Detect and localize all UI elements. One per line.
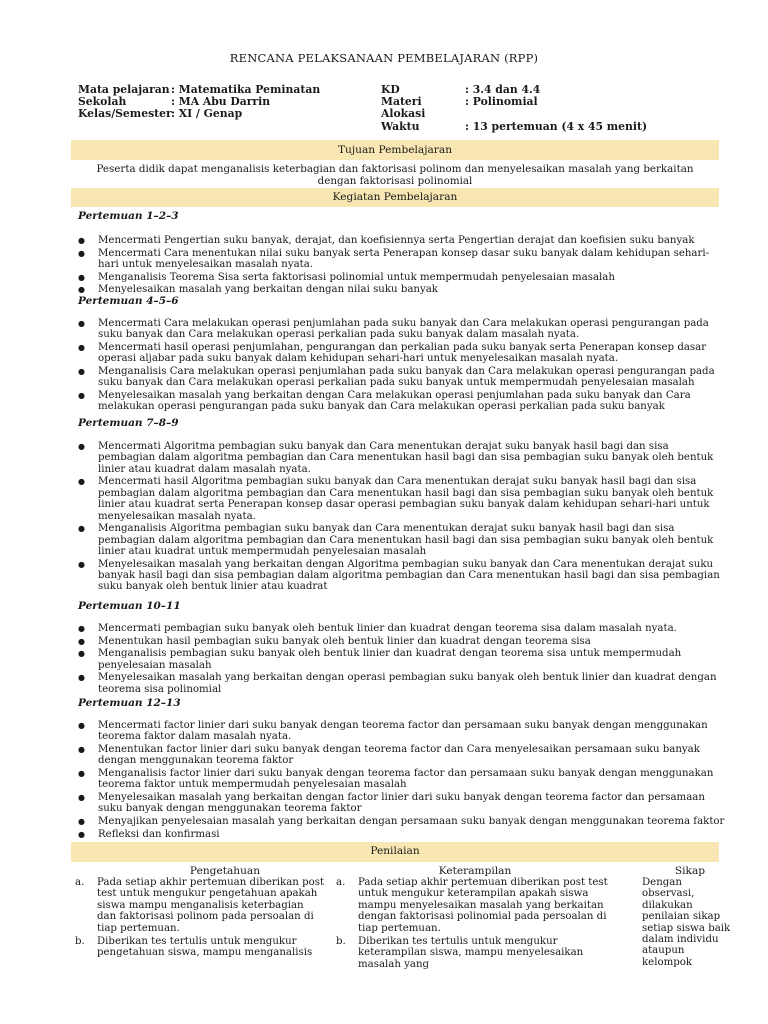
list-item: ● Menyelesaikan masalah yang berkaitan dengan Algoritma pembagian suku banyak dan Cara menentukan derajat suku banyak hasil bagi dan sisa pembagian dalam algoritma pembagian dan Cara menentukan hasil bagi dan sisa pembagian suku banyak oleh bentuk linier atau kuadrat: [78, 559, 728, 593]
meeting-list: [78, 720, 728, 841]
list-item: ● Mencermati Pengertian suku banyak, derajat, dan koefisiennya serta Pengertian derajat dan koefisien suku banyak: [78, 235, 728, 246]
document-title: RENCANA PELAKSANAAN PEMBELAJARAN (RPP): [229, 51, 539, 65]
meta-sekolah-label: Sekolah: [78, 95, 127, 108]
list-item: ● Menganalisis Algoritma pembagian suku banyak dan Cara menentukan derajat suku banyak hasil bagi dan sisa pembagian dalam algoritma pembagian dan Cara menentukan hasil bagi dan sisa pembagian suku banyak oleh bentuk linier atau kuadrat untuk mempermudah penyelesaian masalah: [78, 523, 728, 557]
list-item: ● Menganalisis Teorema Sisa serta faktorisasi polinomial untuk mempermudah penyelesaian masalah: [78, 272, 728, 283]
meeting-title: Pertemuan 7–8–9: [78, 417, 179, 429]
item-marker: a.: [75, 877, 85, 888]
meeting-title: Pertemuan 12–13: [78, 697, 181, 709]
list-item: ● Menyelesaikan masalah yang berkaitan dengan operasi pembagian suku banyak oleh bentuk linier dan kuadrat dengan teorema sisa polinomial: [78, 672, 728, 695]
sikap-heading: Sikap: [674, 865, 706, 877]
list-item: ● Menganalisis Cara melakukan operasi penjumlahan pada suku banyak dan Cara melakukan operasi pengurangan pada suku banyak dan Cara melakukan operasi perkalian pada suku banyak untuk mempermudah penyelesaian masalah: [78, 366, 728, 389]
list-item: ● Menganalisis pembagian suku banyak oleh bentuk linier dan kuadrat dengan teorema sisa untuk mempermudah penyelesaian masalah: [78, 648, 728, 671]
list-item: ● Mencermati Cara melakukan operasi penjumlahan pada suku banyak dan Cara melakukan operasi pengurangan pada suku banyak dan Cara melakukan operasi perkalian pada suku banyak dalam masalah nyata.: [78, 318, 728, 341]
meta-mapel-value: : Matematika Peminatan: [171, 83, 321, 96]
list-item: ● Menyajikan penyelesaian masalah yang berkaitan dengan persamaan suku banyak dengan menggunakan teorema faktor: [78, 816, 728, 827]
list-item: ● Mencermati hasil Algoritma pembagian suku banyak dan Cara menentukan derajat suku banyak hasil bagi dan sisa pembagian dalam algoritma pembagian dan Cara menentukan hasil bagi dan sisa pembagian suku banyak oleh bentuk linier atau kuadrat serta Penerapan konsep dasar operasi pembagian suku banyak dalam kehidupan sehari-hari untuk menyelesaikan masalah nyata.: [78, 476, 728, 522]
item-marker: a.: [336, 877, 346, 888]
list-item: ● Menentukan factor linier dari suku banyak dengan teorema factor dan Cara menyelesaikan persamaan suku banyak dengan menggunakan teorema faktor: [78, 744, 728, 767]
meta-mapel-label: Mata pelajaran: [78, 83, 170, 96]
list-item: ● Menyelesaikan masalah yang berkaitan dengan Cara melakukan operasi penjumlahan pada suku banyak dan Cara melakukan operasi pengurangan pada suku banyak dan Cara melakukan operasi perkalian pada suku banyak: [78, 390, 728, 413]
list-item: ● Mencermati factor linier dari suku banyak dengan teorema factor dan persamaan suku banyak dengan menggunakan teorema faktor dalam masalah nyata.: [78, 720, 728, 743]
sikap-text: Dengan observasi, dilakukan penilaian sikap setiap siswa baik dalam individu ataupun kelompok: [642, 877, 731, 968]
meeting-title: Pertemuan 4–5–6: [78, 295, 179, 307]
list-item: [75, 877, 325, 934]
meta-alokasi: [381, 107, 647, 133]
meta-kelas: [78, 107, 242, 120]
tujuan-heading: Tujuan Pembelajaran: [71, 140, 719, 160]
list-item: ● Menyelesaikan masalah yang berkaitan dengan factor linier dari suku banyak dengan teorema factor dan persamaan suku banyak dengan menggunakan teorema faktor: [78, 792, 728, 815]
keterampilan-heading: Keterampilan: [438, 865, 512, 877]
meeting-list: [78, 235, 728, 297]
keterampilan-list: [336, 877, 626, 972]
list-item: [336, 877, 626, 934]
meta-alokasi-label: Alokasi Waktu: [381, 107, 426, 133]
meta-sekolah-value: : MA Abu Darrin: [171, 95, 271, 108]
meta-kelas-value: : XI / Genap: [171, 107, 243, 120]
meeting-title: Pertemuan 10–11: [78, 600, 181, 612]
meta-kd-value: : 3.4 dan 4.4: [465, 83, 541, 96]
list-item: [336, 936, 626, 970]
item-text: Diberikan tes tertulis untuk mengukur keterampilan siswa, mampu menyelesaikan masalah yang: [358, 936, 584, 970]
meta-kd-label: KD: [381, 83, 400, 96]
item-marker: b.: [75, 936, 85, 948]
meeting-list: [78, 623, 728, 696]
list-item: ● Mencermati Cara menentukan nilai suku banyak serta Penerapan konsep dasar suku banyak dalam kehidupan sehari-hari untuk menyelesaikan masalah nyata.: [78, 248, 728, 271]
penilaian-heading: Penilaian: [71, 842, 719, 862]
list-item: ● Mencermati Algoritma pembagian suku banyak dan Cara menentukan derajat suku banyak hasil bagi dan sisa pembagian dalam algoritma pembagian dan Cara menentukan hasil bagi dan sisa pembagian suku banyak oleh bentuk linier atau kuadrat dalam masalah nyata.: [78, 441, 728, 475]
list-item: ● Refleksi dan konfirmasi: [78, 829, 728, 840]
meta-alokasi-value: : 13 pertemuan (4 x 45 menit): [465, 120, 648, 133]
item-text: Diberikan tes tertulis untuk mengukur pengetahuan siswa, mampu menganalisis: [97, 936, 313, 959]
item-text: Pada setiap akhir pertemuan diberikan post test untuk mengukur keterampilan apakah siswa mampu menyelesaikan masalah yang berkaitan dengan faktorisasi polinomial pada persoalan di tiap pertemuan.: [358, 877, 608, 934]
list-item: ● Mencermati hasil operasi penjumlahan, pengurangan dan perkalian pada suku banyak serta Penerapan konsep dasar operasi aljabar pada suku banyak dalam kehidupan sehari-hari untuk menyelesaikan masalah nyata.: [78, 342, 728, 365]
list-item: ● Menentukan hasil pembagian suku banyak oleh bentuk linier dan kuadrat dengan teorema sisa: [78, 636, 728, 647]
kegiatan-heading: Kegiatan Pembelajaran: [71, 188, 719, 207]
list-item: [75, 936, 325, 959]
tujuan-text: Peserta didik dapat menganalisis keterbagian dan faktorisasi polinom dan menyelesaikan masalah yang berkaitan dengan faktorisasi polinomial: [96, 163, 694, 187]
meeting-title: Pertemuan 1–2–3: [78, 210, 179, 222]
pengetahuan-heading: Pengetahuan: [189, 865, 261, 877]
meta-kelas-label: Kelas/Semester: [78, 107, 172, 120]
meta-materi-label: Materi: [381, 95, 422, 108]
item-text: Pada setiap akhir pertemuan diberikan post test untuk mengukur pengetahuan apakah siswa mampu menganalisis keterbagian dan faktorisasi polinom pada persoalan di tiap pertemuan.: [97, 877, 325, 934]
meta-materi-value: : Polinomial: [465, 95, 538, 108]
pengetahuan-list: [75, 877, 325, 961]
meeting-list: [78, 318, 728, 414]
list-item: ● Menganalisis factor linier dari suku banyak dengan teorema factor dan persamaan suku banyak dengan menggunakan teorema faktor untuk mempermudah penyelesaian masalah: [78, 768, 728, 791]
item-marker: b.: [336, 936, 346, 948]
meeting-list: [78, 441, 728, 594]
list-item: ● Mencermati pembagian suku banyak oleh bentuk linier dan kuadrat dengan teorema sisa dalam masalah nyata.: [78, 623, 728, 634]
list-item: ● Menyelesaikan masalah yang berkaitan dengan nilai suku banyak: [78, 284, 728, 295]
